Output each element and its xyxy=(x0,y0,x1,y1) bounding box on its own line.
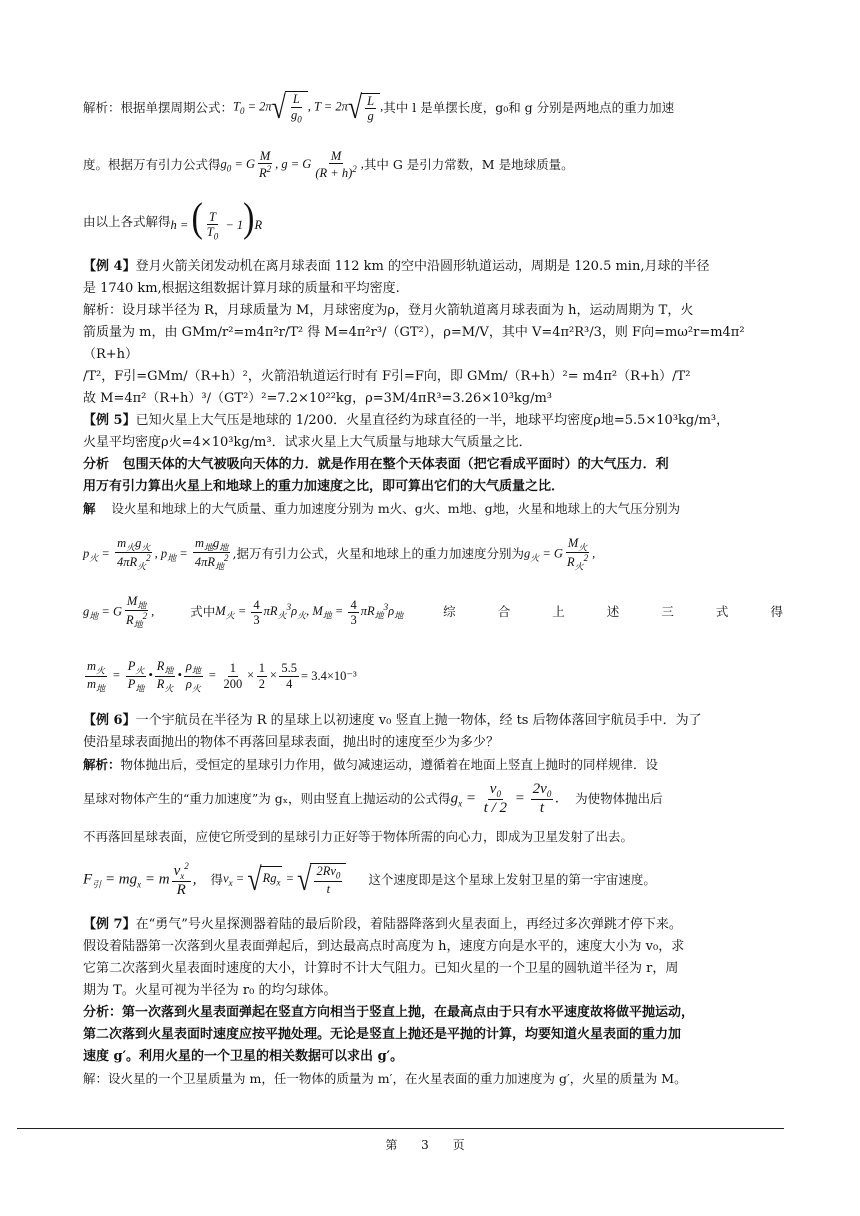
word: 述 xyxy=(606,604,620,619)
ex5-eq1-text: ,据万有引力公式，火星和地球上的重力加速度分别为 xyxy=(232,546,524,561)
formula-g-earth: $g_地 = G$ $\frac{M_地}{R_地^2}$ , xyxy=(83,593,155,631)
ex4-sol4: 故 M=4π²（R+h）³/（GT²）²=7.2×10²²kg，ρ=3M/4πR³=3.26×10³kg/m³ xyxy=(83,391,553,406)
ex7-text1: 在“勇气”号火星探测器着陆的最后阶段，着陆器降落到火星表面上，再经过多次弹跳才停下来。 xyxy=(135,917,682,932)
ex7-analysis3: 速度 g′。利用火星的一个卫星的相关数据可以求出 g′。 xyxy=(83,1049,404,1064)
ex6-text1: 一个宇航员在半径为 R 的星球上以初速度 v₀ 竖直上抛一物体，经 ts 后物体落回宇航员手中．为了 xyxy=(135,713,702,728)
ex4-sol2: 箭质量为 m，由 GMm/r²=m4π²r/T² 得 M=4π²r³/（GT²），ρ=M/V，其中 V=4π²R³/3，则 F向=mω²r=m4π²（R+h） xyxy=(83,325,745,362)
word: 式 xyxy=(715,604,729,619)
sec1-text-b: 其中 l 是单摆长度，g₀和 g 分别是两地点的重力加速 xyxy=(383,100,675,115)
sec1-line2 xyxy=(83,142,783,188)
ex7-text3: 它第二次落到火星表面时速度的大小，计算时不计大气阻力。已知火星的一个卫星的圆轨道半径为 r，周 xyxy=(83,961,679,976)
ex7-analysis2: 第二次落到火星表面时速度应按平抛处理。无论是竖直上抛还是平抛的计算，均要知道火星表面的重力加 xyxy=(83,1027,682,1042)
page-number: 第 3 页 xyxy=(385,1138,475,1152)
ex5-sol1: 设火星和地球上的大气质量、重力加速度分别为 m火、g火、m地、g地，火星和地球上的大气压分别为 xyxy=(111,501,681,516)
sec1-text-a: 解析：根据单摆周期公式： xyxy=(83,100,234,115)
ex6-eq-line xyxy=(83,854,783,906)
ex7-text2: 假设着陆器第一次落到火星表面弹起后，到达最高点时高度为 h，速度方向是水平的，速度大小为 v₀，求 xyxy=(83,939,685,954)
ex5-eq2-text: 式中 xyxy=(190,604,216,619)
word: 得 xyxy=(770,604,783,619)
formula-vx: $v_x$ = √ $Rg_x$ = √ $\frac{2Rv_0}{t}$ xyxy=(223,863,346,896)
formula-pressure: $p_火$ = $\frac{m_火g_火}{4\pi R_火^2}$ , $p_地$ = $\frac{m_地g_地}{4\pi R_地^2}$ xyxy=(83,535,229,573)
example-5 xyxy=(83,410,783,704)
formula-g-mars: $g_火 = G$ $\frac{M_火}{R_火^2}$ , xyxy=(523,535,596,573)
ex5-eq2-words xyxy=(443,601,783,623)
formula-pendulum: $T_0 = 2\pi$ √ $\frac{L}{g_0}$ , T = 2π √ $\frac{L}{g}$ , xyxy=(233,89,384,126)
word: 合 xyxy=(497,604,511,619)
word: 上 xyxy=(552,604,565,619)
sec1-line1 xyxy=(83,88,783,128)
ex6-sol1: 物体抛出后，受恒定的星球引力作用，做匀减速运动，遵循着在地面上竖直上抛时的同样规律．设 xyxy=(120,757,659,772)
ex7-sol1: 解：设火星的一个卫星质量为 m，任一物体的质量为 m′，在火星表面的重力加速度为 g′，火星的质量为 M。 xyxy=(83,1071,687,1086)
formula-gx: $g_x$ = $\frac{v_0}{t / 2}$ = $\frac{2v_0}{t}$ . xyxy=(450,780,560,817)
ex6-sol3: 不再落回星球表面，应使它所受到的星球引力正好等于物体所需的向心力，即成为卫星发射了出去。 xyxy=(83,829,634,844)
ex4-title: 【例 4】 xyxy=(83,259,136,274)
ex5-text1: 已知火星上大气压是地球的 1/200．火星直径约为球直径的一半，地球平均密度ρ地=5.5×10³kg/m³， xyxy=(135,413,730,428)
sec1-line3 xyxy=(83,198,783,246)
example-6 xyxy=(83,710,783,906)
ex5-title: 【例 5】 xyxy=(83,413,136,428)
ex5-eq1 xyxy=(83,528,783,580)
ex5-eq3 xyxy=(83,648,783,704)
ex6-sol2-tail: 为使物体抛出后 xyxy=(575,791,663,806)
ex6-eq-tail: 这个速度即是这个星球上发射卫星的第一宇宙速度。 xyxy=(368,872,656,887)
ex4-text1: 登月火箭关闭发动机在离月球表面 112 km 的空中沿圆形轨道运动，周期是 120.5 min,月球的半径 xyxy=(135,259,710,274)
ex5-solution-label: 解 xyxy=(83,501,96,516)
ex6-sol2-line xyxy=(83,776,783,822)
ex7-title: 【例 7】 xyxy=(83,917,136,932)
ex5-eq2 xyxy=(83,584,783,640)
example-7 xyxy=(83,914,783,1090)
formula-ratio: $\frac{m_火}{m_地}$ = $\frac{P_火}{P_地}$ • $\frac{R_地}{R_火}$ • $\frac{\rho_地}{\rho_火}$ = $\frac{1}{200}$ × $\frac{1}{2}$ × $\frac{5.5}{4}$ xyxy=(87,658,298,693)
formula-force: $F_引 = mg_x = m$ $\frac{v_x^2}{R}$ , xyxy=(83,860,197,899)
ex6-solution-label: 解析： xyxy=(83,757,121,772)
example-4 xyxy=(83,256,783,410)
ex6-title: 【例 6】 xyxy=(83,713,136,728)
formula-gravity: $g_0 = G$ $\frac{M}{R^2}$ , g = G $\frac{M}{(R + h)^2}$ , xyxy=(220,149,364,181)
word: 综 xyxy=(443,604,456,619)
ex6-text2: 使沿星球表面抛出的物体不再落回星球表面，抛出时的速度至少为多少？ xyxy=(83,735,500,750)
ex6-sol2: 星球对物体产生的“重力加速度”为 gₓ，则由竖直上抛运动的公式得 xyxy=(83,791,451,806)
ex5-analysis2: 用万有引力算出火星上和地球上的重力加速度之比，即可算出它们的大气质量之比． xyxy=(83,479,565,494)
ex7-analysis1: 分析：第一次落到火星表面弹起在竖直方向相当于竖直上抛，在最高点由于只有水平速度故将做平抛运动， xyxy=(83,1005,695,1020)
sec1-text-d: 其中 G 是引力常数，M 是地球质量。 xyxy=(363,157,574,172)
ex5-result: = 3.4×10⁻³ xyxy=(301,669,357,683)
footer-divider xyxy=(17,1128,784,1129)
ex6-eq-text: 得 xyxy=(210,872,224,887)
formula-mass: $M_火$ = $\frac{4}{3}$ $\pi R_火^3\rho_火$, $M_地$ = $\frac{4}{3}$ $\pi R_地^3\rho_地$ xyxy=(215,597,404,628)
ex4-sol1: 解析：设月球半径为 R，月球质量为 M，月球密度为ρ，登月火箭轨道离月球表面为 h，运动周期为 T，火 xyxy=(83,303,694,318)
sec1-text-e: 由以上各式解得 xyxy=(83,214,171,229)
ex5-analysis1: 包围天体的大气被吸向天体的力．就是作用在整个天体表面（把它看成平面时）的大气压力．利 xyxy=(122,457,669,472)
word: 三 xyxy=(661,604,674,619)
ex5-analysis-label: 分析 xyxy=(83,457,110,472)
ex7-text4: 期为 T。火星可视为半径为 r₀ 的均匀球体。 xyxy=(83,983,337,998)
ex4-text2: 是 1740 km,根据这组数据计算月球的质量和平均密度. xyxy=(83,281,400,296)
page-content xyxy=(83,88,783,1090)
ex4-sol3: /T²，F引=GMm/（R+h）²，火箭沿轨道运行时有 F引=F向，即 GMm/（R+h）²= m4π²（R+h）/T² xyxy=(83,369,691,384)
sec1-text-c: 度。根据万有引力公式得 xyxy=(83,157,221,172)
ex5-text2: 火星平均密度ρ火=4×10³kg/m³．试求火星上大气质量与地球大气质量之比． xyxy=(83,435,532,450)
formula-h: h = ( $\frac{T}{T_0}$ − 1)R xyxy=(170,196,263,242)
